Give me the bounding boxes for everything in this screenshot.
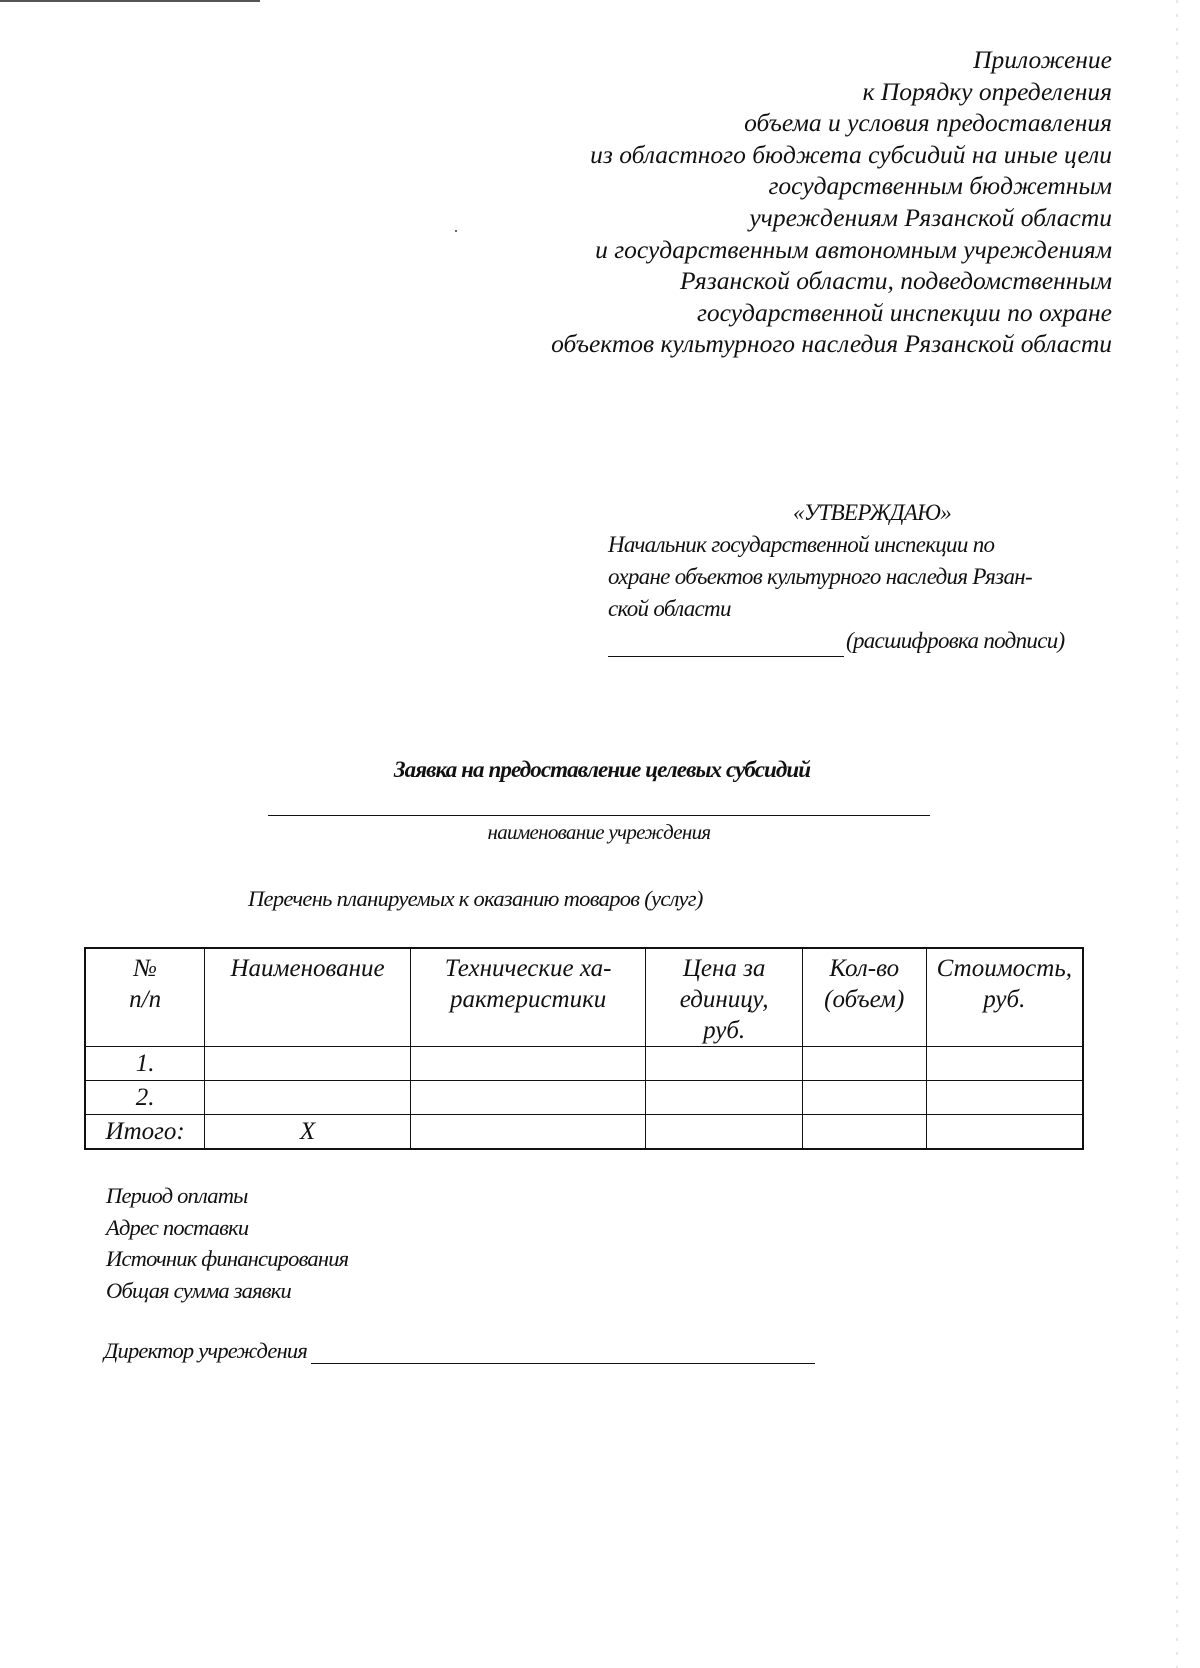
header-unit-price	[646, 948, 803, 1047]
appendix-header	[412, 44, 1112, 360]
header-cost	[926, 948, 1083, 1047]
table-cell[interactable]	[410, 1115, 645, 1150]
appendix-line: объема и условия предоставления	[744, 108, 1112, 138]
institution-caption: наименование учреждения	[487, 820, 711, 844]
scan-noise-strip	[1176, 0, 1178, 1668]
appendix-line: учреждениям Рязанской области	[749, 202, 1112, 232]
total-amount-label: Общая сумма заявки	[106, 1277, 291, 1303]
table-cell[interactable]	[646, 1115, 803, 1150]
appendix-line: и государственным автономным учреждениям	[595, 234, 1112, 264]
signature-line	[608, 625, 1108, 657]
header-text: руб.	[983, 986, 1026, 1013]
table-cell[interactable]	[646, 1047, 803, 1081]
signature-caption: (расшифровка подписи)	[846, 628, 1065, 653]
header-text: п/п	[129, 986, 162, 1013]
table-total-row	[85, 1115, 1083, 1150]
header-text: единицу,	[679, 986, 769, 1013]
table-row	[85, 1081, 1083, 1115]
table-cell[interactable]	[410, 1047, 645, 1081]
signature-blank[interactable]	[608, 634, 844, 657]
header-specs	[410, 948, 645, 1047]
table-cell[interactable]	[802, 1115, 926, 1150]
header-text: Стоимость,	[936, 955, 1072, 982]
request-details	[106, 1180, 348, 1306]
header-text: Цена за	[682, 955, 766, 982]
table-cell[interactable]	[802, 1047, 926, 1081]
appendix-line: Приложение	[973, 45, 1112, 74]
director-label: Директор учреждения	[104, 1338, 308, 1363]
header-text: руб.	[703, 1017, 746, 1044]
approval-heading: «УТВЕРЖДАЮ»	[792, 500, 952, 525]
appendix-line: Рязанской области, подведомственным	[679, 266, 1112, 296]
total-x-cell: X	[205, 1115, 411, 1150]
delivery-address-label: Адрес поставки	[106, 1214, 249, 1240]
table-cell[interactable]	[646, 1081, 803, 1115]
header-number	[85, 948, 205, 1047]
table-cell[interactable]	[926, 1115, 1083, 1150]
table-row	[85, 1047, 1083, 1081]
document-title: Заявка на предоставление целевых субсидий	[393, 757, 811, 782]
table-cell[interactable]	[205, 1047, 411, 1081]
appendix-line: государственным бюджетным	[768, 171, 1112, 201]
appendix-line: объектов культурного наследия Рязанской области	[551, 329, 1112, 359]
list-title: Перечень планируемых к оказанию товаров (услуг)	[248, 886, 703, 911]
funding-source-label: Источник финансирования	[106, 1246, 349, 1271]
goods-table	[84, 947, 1084, 1150]
institution-name-blank[interactable]	[268, 815, 930, 816]
scan-edge-mark	[0, 0, 260, 2]
director-signature	[104, 1338, 815, 1364]
header-text: Наименование	[230, 955, 385, 982]
row-number-cell: 1.	[85, 1047, 205, 1081]
header-text: Технические ха-	[444, 955, 612, 982]
table-cell[interactable]	[205, 1081, 411, 1115]
approval-block	[608, 497, 1108, 657]
payment-period-label: Период оплаты	[106, 1183, 248, 1208]
table-header-row	[85, 948, 1083, 1047]
table-cell[interactable]	[926, 1047, 1083, 1081]
total-label-cell: Итого:	[85, 1115, 205, 1150]
appendix-line: к Порядку определения	[862, 76, 1112, 106]
approval-line: охране объектов культурного наследия Рязан-	[608, 564, 1032, 589]
header-name	[205, 948, 411, 1047]
appendix-line: из областного бюджета субсидий на иные цели	[590, 139, 1112, 169]
header-text: рактеристики	[449, 986, 607, 1013]
approval-line: ской области	[608, 596, 731, 621]
appendix-line: государственной инспекции по охране	[696, 297, 1112, 327]
header-text: №	[133, 955, 157, 982]
table-cell[interactable]	[926, 1081, 1083, 1115]
header-text: Кол-во	[829, 955, 900, 982]
table-cell[interactable]	[802, 1081, 926, 1115]
header-quantity	[802, 948, 926, 1047]
director-signature-blank[interactable]	[311, 1341, 815, 1364]
row-number-cell: 2.	[85, 1081, 205, 1115]
header-text: (объем)	[824, 986, 905, 1013]
approval-line: Начальник государственной инспекции по	[608, 532, 995, 557]
table-cell[interactable]	[410, 1081, 645, 1115]
